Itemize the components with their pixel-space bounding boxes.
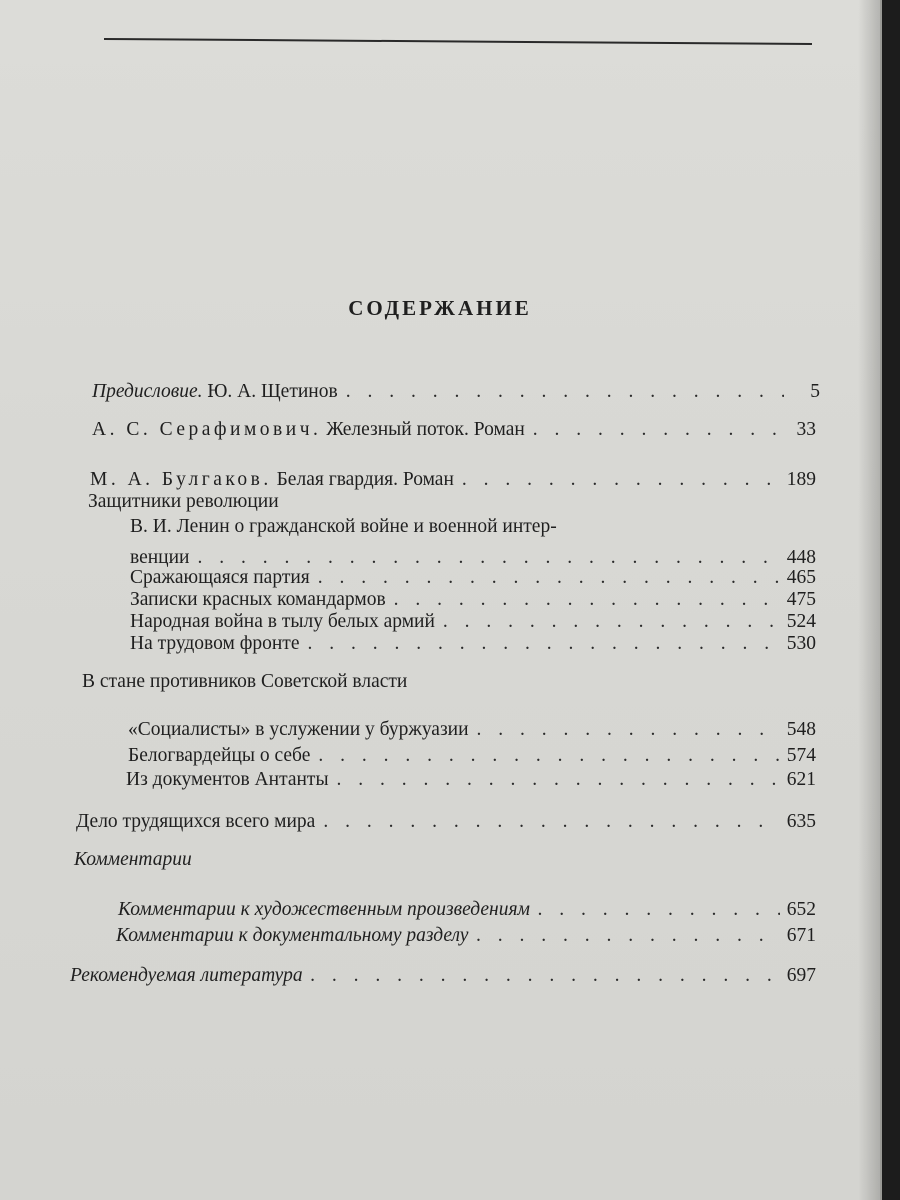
- page-number: 635: [786, 811, 816, 832]
- bulgakov-author: М. А. Булгаков.: [90, 469, 272, 490]
- entry-text: «Социалисты» в услужении у буржуазии: [128, 719, 469, 740]
- top-rule: [104, 38, 812, 45]
- toc-entry-serafimovich: [92, 416, 816, 442]
- page-number: 5: [810, 381, 820, 402]
- entry-text: Народная война в тылу белых армий: [130, 611, 435, 632]
- preface-label: Предисловие.: [92, 381, 203, 402]
- serafimovich-author: А. С. Серафимович.: [92, 419, 322, 440]
- page-number: 530: [786, 633, 816, 654]
- toc-title: СОДЕРЖАНИЕ: [348, 296, 532, 320]
- page-number: 697: [786, 965, 816, 986]
- leader-dots: [346, 380, 784, 404]
- toc-entry-comments-documents: [116, 920, 816, 948]
- entry-text: Сражающаяся партия: [130, 567, 310, 588]
- entry-text: Комментарии к художественным произведениям: [118, 899, 530, 920]
- serafimovich-work: Железный поток. Роман: [326, 419, 525, 440]
- leader-dots: [311, 964, 780, 988]
- toc-entry-bulgakov: [90, 454, 816, 492]
- leader-dots: [323, 810, 780, 834]
- entry-text: Белогвардейцы о себе: [128, 745, 311, 766]
- toc-entry-labor-front: [130, 626, 816, 656]
- entry-text: На трудовом фронте: [130, 633, 300, 654]
- page-number: 574: [786, 745, 816, 766]
- leader-dots: [533, 418, 780, 442]
- toc-entry-comments-fiction: [118, 898, 816, 922]
- lenin-entry-line2: венции: [130, 547, 190, 568]
- page-number: 524: [786, 611, 816, 632]
- entry-text: Дело трудящихся всего мира: [76, 811, 316, 832]
- leader-dots: [307, 632, 780, 656]
- entry-text: Комментарии к документальному разделу: [116, 925, 469, 946]
- preface-author: Ю. А. Щетинов: [207, 381, 338, 402]
- page-number: 475: [786, 589, 816, 610]
- toc-entry-recommended: [70, 964, 816, 988]
- page-number: 671: [786, 925, 816, 946]
- page-number: 465: [786, 567, 816, 588]
- toc-entry-preface: [92, 356, 820, 404]
- page-edge-shadow: [858, 0, 880, 1200]
- page-number: 33: [796, 419, 816, 440]
- page-number: 448: [786, 547, 816, 568]
- section-heading-defenders: Защитники революции: [88, 491, 279, 512]
- entry-text: Рекомендуемая литература: [70, 965, 303, 986]
- toc-entry-entente: [126, 762, 816, 792]
- leader-dots: [538, 898, 780, 922]
- section-heading-opponents: В стане противников Советской власти: [82, 671, 408, 692]
- toc-entry-workers-cause: [76, 806, 816, 834]
- toc-entry-socialists: [128, 718, 816, 742]
- section-heading-comments: Комментарии: [74, 849, 192, 870]
- entry-text: Записки красных командармов: [130, 589, 386, 610]
- leader-dots: [477, 718, 780, 742]
- page-number: 189: [786, 469, 816, 490]
- bulgakov-work: Белая гвардия. Роман: [276, 469, 454, 490]
- entry-text: Из документов Антанты: [126, 769, 329, 790]
- lenin-entry-line1: В. И. Ленин о гражданской войне и военной интер-: [130, 516, 557, 537]
- page-number: 621: [786, 769, 816, 790]
- page-number: 652: [786, 899, 816, 920]
- leader-dots: [476, 924, 780, 948]
- leader-dots: [462, 468, 780, 492]
- leader-dots: [337, 768, 780, 792]
- page-number: 548: [786, 719, 816, 740]
